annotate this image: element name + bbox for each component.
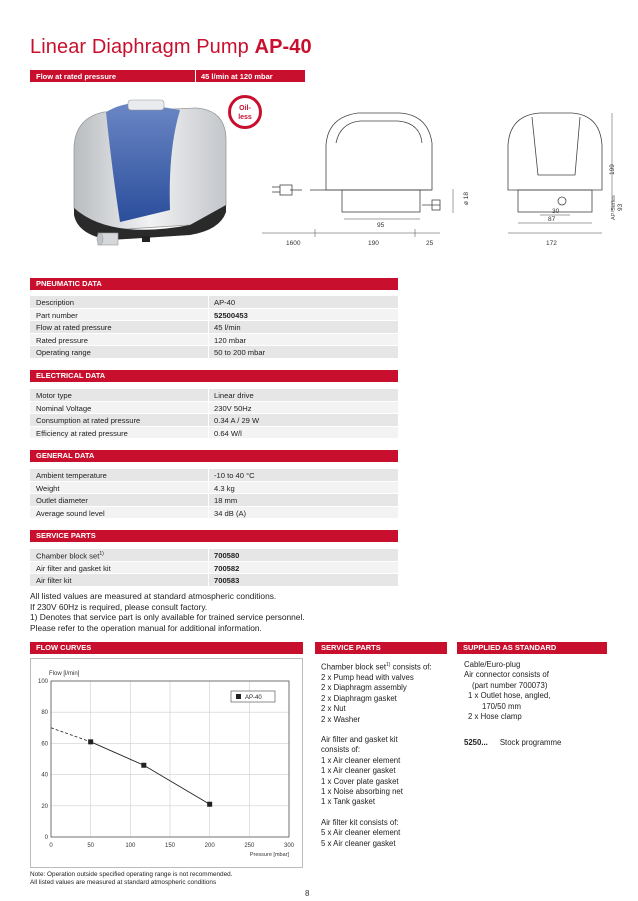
row-value: Linear drive	[214, 391, 254, 400]
list-item: 2 x Diaphragm assembly	[321, 683, 407, 693]
cell-divider	[208, 574, 209, 586]
cell-divider	[208, 507, 209, 519]
row-value: AP-40	[214, 298, 236, 307]
page-title	[30, 36, 312, 59]
stock-programme-line	[464, 738, 561, 748]
title-light: Linear Diaphragm Pump	[30, 36, 255, 58]
service-parts-table	[30, 549, 398, 587]
spacer	[321, 808, 432, 818]
row-value: 4.3 kg	[214, 483, 235, 493]
list-item: 5 x Air cleaner element	[321, 828, 401, 838]
dim-93: 93	[617, 203, 624, 211]
list-item: 2 x Pump head with valves	[321, 673, 414, 682]
row-key: Efficiency at rated pressure	[36, 428, 128, 438]
spacer	[321, 725, 432, 735]
stock-label: Stock programme	[499, 738, 562, 748]
row-key: Nominal Voltage	[36, 403, 92, 413]
list-item: 1 x Air cleaner gasket	[321, 766, 396, 776]
table-row	[30, 482, 398, 495]
table-row	[30, 574, 398, 587]
list-item: 2 x Washer	[321, 714, 361, 724]
y-tick-label: 100	[37, 679, 48, 685]
y-tick-label: 40	[41, 772, 48, 779]
row-key-text: Chamber block set	[36, 551, 100, 561]
pneumatic-data-header: PNEUMATIC DATA	[30, 278, 398, 290]
row-value: 45 l/min	[214, 323, 241, 332]
list-item: 1 x Air cleaner element	[321, 755, 401, 765]
flow-summary-label: Flow at rated pressure	[36, 71, 117, 81]
x-tick-label: 50	[87, 843, 95, 849]
table-row	[30, 296, 398, 309]
general-data-table	[30, 469, 398, 519]
general-data-header: GENERAL DATA	[30, 450, 398, 462]
y-tick-label: 0	[44, 835, 48, 841]
group-heading: consists of:	[321, 745, 360, 755]
note-line: All listed values are measured at standard atmospheric conditions.	[30, 591, 277, 601]
cell-divider	[208, 334, 209, 346]
series-line	[91, 742, 210, 804]
table-row	[30, 494, 398, 507]
row-key: Description	[36, 298, 74, 307]
footnote-line: All listed values are measured at standard atmospheric conditions	[30, 879, 217, 886]
data-point	[141, 763, 146, 768]
flow-curve-chart-panel	[30, 658, 303, 868]
row-key: Air filter and gasket kit	[36, 563, 111, 573]
group-heading: Air filter kit consists of:	[321, 817, 399, 827]
dim-95: 95	[377, 222, 385, 229]
badge-line-1: Oil-	[239, 105, 251, 112]
dim-25: 25	[426, 240, 434, 247]
spacer	[464, 722, 561, 738]
list-item: Air connector consists of	[464, 670, 549, 680]
table-row	[30, 549, 398, 562]
legend-label: AP-40	[245, 695, 262, 701]
x-tick-label: 250	[244, 843, 255, 849]
table-row	[30, 389, 398, 402]
cell-divider	[208, 321, 209, 333]
group-heading	[321, 660, 432, 673]
y-tick-label: 60	[41, 741, 48, 748]
badge-line-2: less	[238, 114, 252, 121]
row-value: 120 mbar	[214, 335, 247, 345]
cell-divider	[208, 402, 209, 414]
page-number: 8	[305, 889, 310, 898]
row-key: Motor type	[36, 391, 72, 400]
row-key: Consumption at rated pressure	[36, 416, 141, 425]
row-value: 700583	[214, 576, 240, 585]
row-key: Rated pressure	[36, 335, 88, 345]
series-label: AP-Series	[611, 195, 617, 220]
x-tick-label: 300	[283, 843, 295, 849]
row-key: Ambient temperature	[36, 471, 107, 480]
y-axis-label: Flow [l/min]	[49, 671, 80, 677]
dim-190: 190	[368, 240, 379, 247]
table-row	[30, 334, 398, 347]
list-item: 2 x Nut	[321, 704, 346, 714]
note-line: Please refer to the operation manual for additional information.	[30, 622, 262, 633]
x-tick-label: 0	[49, 843, 53, 849]
dim-199: 199	[609, 164, 616, 175]
row-value: 18 mm	[214, 496, 238, 505]
footnote-marker: 1)	[99, 551, 104, 557]
table-row	[30, 469, 398, 482]
dim-1600: 1600	[286, 240, 301, 247]
row-key: Flow at rated pressure	[36, 323, 112, 332]
row-key: Weight	[36, 483, 60, 493]
cell-divider	[208, 346, 209, 358]
y-tick-label: 80	[41, 710, 48, 717]
row-value: -10 to 40 °C	[214, 471, 255, 480]
flow-summary-value: 45 l/min at 120 mbar	[201, 71, 273, 81]
list-item: 1 x Cover plate gasket	[321, 776, 399, 786]
list-item: 1 x Noise absorbing net	[321, 787, 403, 797]
list-item: 2 x Diaphragm gasket	[321, 693, 397, 703]
stock-code: 5250...	[464, 738, 488, 748]
row-value: 230V 50Hz	[214, 403, 252, 413]
flow-summary-bar	[30, 70, 305, 82]
cell-divider	[208, 296, 209, 308]
list-item: 1 x Outlet hose, angled,	[468, 691, 551, 701]
table-row	[30, 346, 398, 359]
electrical-data-header: ELECTRICAL DATA	[30, 370, 398, 382]
table-row	[30, 414, 398, 427]
cell-divider	[208, 309, 209, 321]
row-value: 0.34 A / 29 W	[214, 416, 260, 425]
flow-curves-header: FLOW CURVES	[30, 642, 303, 654]
service-parts-list	[321, 660, 432, 849]
row-key: Air filter kit	[36, 576, 72, 585]
front-view-drawing	[508, 113, 612, 233]
dim-172: 172	[546, 240, 557, 247]
side-view-drawing	[262, 113, 453, 237]
service-parts-list-header: SERVICE PARTS	[315, 642, 447, 654]
cell-divider	[208, 494, 209, 506]
pump-photo	[60, 90, 240, 255]
row-key: Part number	[36, 310, 78, 320]
dim-30: 30	[552, 208, 560, 215]
pneumatic-data-table	[30, 296, 398, 359]
flow-bar-divider	[195, 70, 196, 82]
note-line: 1) Denotes that service part is only available for trained service personnel.	[30, 612, 305, 623]
list-item: Cable/Euro-plug	[464, 660, 521, 669]
row-value: 50 to 200 mbar	[214, 348, 266, 357]
x-tick-label: 100	[125, 843, 136, 849]
y-tick-label: 20	[41, 803, 48, 810]
row-value: 700580	[214, 551, 240, 560]
footnote-marker: 1)	[386, 662, 391, 668]
electrical-data-table	[30, 389, 398, 439]
footnote-line: Note: Operation outside specified operating range is not recommended.	[30, 871, 233, 878]
row-value: 52500453	[214, 310, 248, 320]
group-heading: Air filter and gasket kit	[321, 735, 398, 745]
data-point	[207, 802, 212, 807]
legend-marker	[236, 694, 241, 699]
note-line: If 230V 60Hz is required, please consult factory.	[30, 601, 208, 612]
table-row	[30, 562, 398, 575]
data-point	[88, 739, 93, 744]
cell-divider	[208, 389, 209, 401]
flow-curve-chart	[31, 659, 302, 867]
x-tick-label: 150	[164, 843, 176, 849]
dim-o18: ø 18	[463, 191, 470, 205]
list-item: 2 x Hose clamp	[468, 712, 522, 722]
supplied-standard-list	[464, 660, 561, 749]
row-key	[36, 551, 104, 561]
cell-divider	[208, 469, 209, 481]
title-model: AP-40	[254, 36, 312, 58]
cell-divider	[208, 482, 209, 494]
curve-extrapolation	[51, 728, 91, 742]
table-row	[30, 507, 398, 520]
row-value: 700582	[214, 563, 240, 573]
cell-divider	[208, 427, 209, 439]
notes-block	[30, 591, 305, 633]
dimension-drawings	[250, 95, 635, 265]
row-key: Outlet diameter	[36, 496, 88, 505]
dim-87: 87	[548, 216, 556, 223]
group-heading-text: Chamber block set	[321, 662, 387, 672]
row-value: 0.64 W/l	[214, 428, 242, 438]
x-axis-label: Pressure [mbar]	[249, 852, 289, 858]
table-row	[30, 402, 398, 415]
row-key: Average sound level	[36, 508, 105, 518]
list-item: 170/50 mm	[482, 701, 522, 711]
group-heading-suffix: consists of:	[390, 662, 432, 672]
table-row	[30, 309, 398, 322]
service-parts-header: SERVICE PARTS	[30, 530, 398, 542]
footnotes	[30, 871, 233, 887]
x-tick-label: 200	[204, 843, 215, 849]
list-item: 5 x Air cleaner gasket	[321, 838, 396, 848]
table-row	[30, 427, 398, 440]
row-value: 34 dB (A)	[214, 508, 247, 518]
list-item: (part number 700073)	[472, 680, 548, 690]
list-item: 1 x Tank gasket	[321, 797, 376, 807]
cell-divider	[208, 414, 209, 426]
cell-divider	[208, 562, 209, 574]
supplied-standard-header: SUPPLIED AS STANDARD	[457, 642, 607, 654]
cell-divider	[208, 549, 209, 561]
row-key: Operating range	[36, 348, 91, 357]
table-row	[30, 321, 398, 334]
